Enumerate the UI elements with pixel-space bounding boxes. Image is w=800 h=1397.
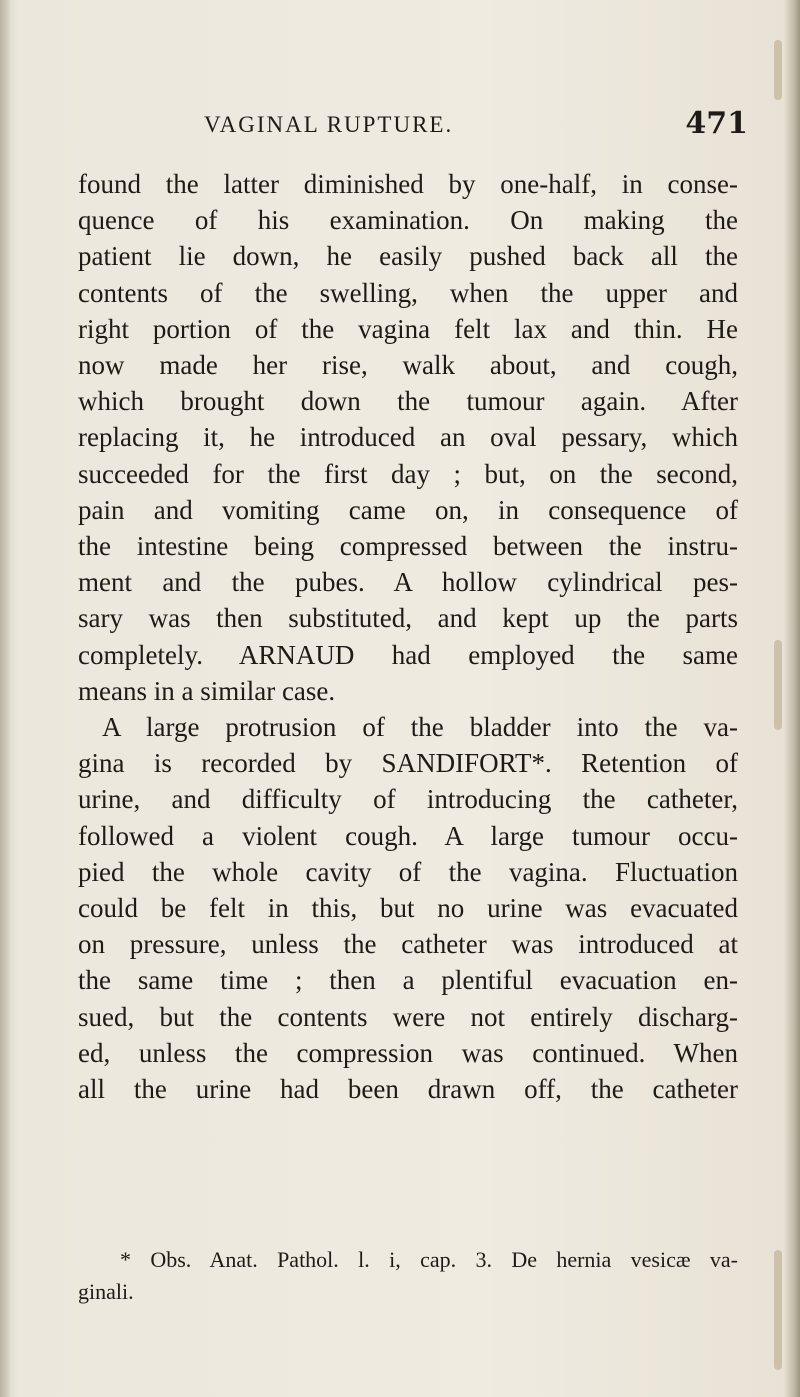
text-line: sued, but the contents were not entirely discharg-: [78, 1001, 738, 1032]
text-line: replacing it, he introduced an oval pessary, which: [78, 422, 738, 453]
text-line: now made her rise, walk about, and cough,: [78, 350, 738, 381]
page-edge: [784, 0, 800, 1397]
text-line: quence of his examination. On making the: [78, 205, 738, 236]
text-line: could be felt in this, but no urine was evacuated: [78, 893, 738, 924]
running-head: VAGINAL RUPTURE.: [204, 112, 454, 137]
text-line: completely. ARNAUD had employed the same: [78, 639, 738, 670]
footnote-line: ginali.: [78, 1279, 134, 1304]
text-line: followed a violent cough. A large tumour occu-: [78, 820, 738, 851]
text-line: the intestine being compressed between the instru-: [78, 531, 738, 562]
text-line: contents of the swelling, when the upper and: [78, 277, 738, 308]
body-text: [78, 166, 738, 1107]
text-line: the same time ; then a plentiful evacuation en-: [78, 965, 738, 996]
footnote: [78, 1244, 738, 1308]
text-line: found the latter diminished by one-half, in conse-: [78, 169, 738, 199]
text-line: ment and the pubes. A hollow cylindrical pes-: [78, 567, 738, 598]
text-line: sary was then substituted, and kept up the parts: [78, 603, 738, 634]
text-line: pain and vomiting came on, in consequence of: [78, 494, 738, 525]
text-line: gina is recorded by SANDIFORT*. Retention of: [78, 748, 738, 779]
page-stain: [774, 640, 782, 730]
text-line: pied the whole cavity of the vagina. Fluctuation: [78, 856, 738, 887]
text-line: A large protrusion of the bladder into the va-: [102, 712, 738, 743]
footnote-line: * Obs. Anat. Pathol. l. i, cap. 3. De hernia vesicæ va-: [120, 1247, 738, 1272]
page-number: 471: [685, 106, 748, 141]
page-header: [74, 108, 756, 148]
text-line: urine, and difficulty of introducing the catheter,: [78, 784, 738, 815]
text-line: succeeded for the first day ; but, on the second,: [78, 458, 738, 489]
text-line: all the urine had been drawn off, the catheter: [78, 1074, 738, 1105]
text-line: right portion of the vagina felt lax and thin. He: [78, 313, 738, 344]
page-gutter-shadow: [0, 0, 10, 1397]
text-line: ed, unless the compression was continued. When: [78, 1037, 738, 1068]
page-stain: [774, 1250, 782, 1370]
text-line: patient lie down, he easily pushed back all the: [78, 241, 738, 272]
text-line: means in a similar case.: [78, 675, 336, 706]
text-line: which brought down the tumour again. After: [78, 386, 738, 417]
text-line: on pressure, unless the catheter was introduced at: [78, 929, 738, 960]
page-stain: [774, 40, 782, 100]
